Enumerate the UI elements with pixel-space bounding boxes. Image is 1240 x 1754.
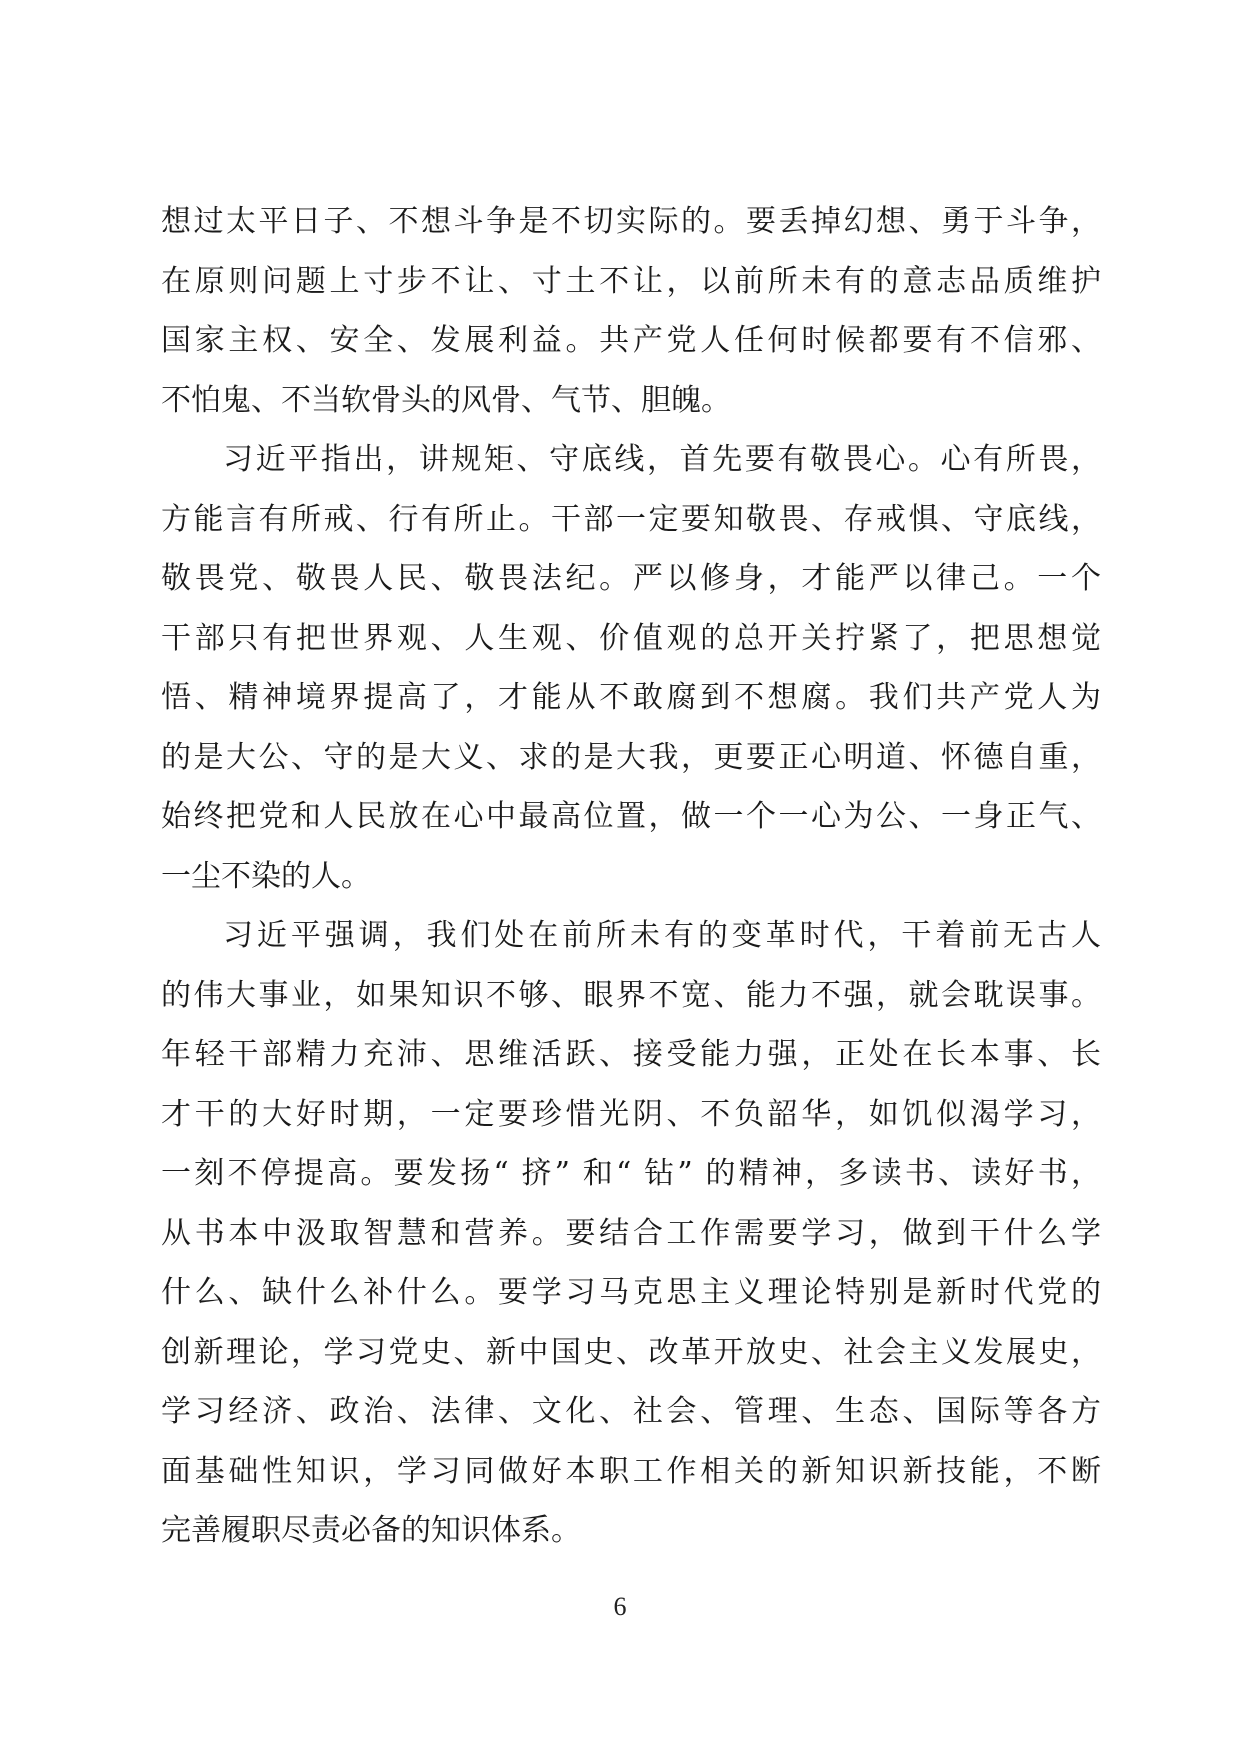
text-line: 国家主权、安全、发展利益。共产党人任何时候都要有不信邪、 [161,323,1101,358]
text-line: 的伟大事业，如果知识不够、眼界不宽、能力不强，就会耽误事。 [161,977,1101,1013]
text-line: 年轻干部精力充沛、思维活跃、接受能力强，正处在长本事、长 [161,1037,1101,1072]
body-text [161,192,1101,1561]
paragraph-first-line: 习近平指出，讲规矩、守底线，首先要有敬畏心。心有所畏， [223,442,1101,477]
text-line: 敬畏党、敬畏人民、敬畏法纪。严以修身，才能严以律己。一个 [161,561,1101,596]
text-line: 一刻不停提高。要发扬“ 挤” 和“ 钻” 的精神，多读书、读好书， [161,1156,1101,1191]
paragraph-first-line: 习近平强调，我们处在前所未有的变革时代，干着前无古人 [223,918,1101,953]
text-line: 才干的大好时期，一定要珍惜光阴、不负韶华，如饥似渴学习， [161,1096,1101,1132]
text-line: 不怕鬼、不当软骨头的风骨、气节、胆魄。 [161,382,731,418]
text-line: 学习经济、政治、法律、文化、社会、管理、生态、国际等各方 [161,1394,1101,1429]
text-line: 面基础性知识，学习同做好本职工作相关的新知识新技能，不断 [161,1453,1101,1489]
text-line: 始终把党和人民放在心中最高位置，做一个一心为公、一身正气、 [161,799,1101,834]
text-line: 悟、精神境界提高了，才能从不敢腐到不想腐。我们共产党人为 [161,680,1101,715]
text-line: 从书本中汲取智慧和营养。要结合工作需要学习，做到干什么学 [161,1215,1101,1251]
text-line: 什么、缺什么补什么。要学习马克思主义理论特别是新时代党的 [161,1275,1101,1310]
text-line: 完善履职尽责必备的知识体系。 [161,1513,581,1548]
text-line: 想过太平日子、不想斗争是不切实际的。要丢掉幻想、勇于斗争， [161,204,1101,239]
text-line: 干部只有把世界观、人生观、价值观的总开关拧紧了，把思想觉 [161,620,1101,656]
page-number: 6 [613,1592,627,1621]
text-line: 方能言有所戒、行有所止。干部一定要知敬畏、存戒惧、守底线， [161,501,1101,537]
text-line: 一尘不染的人。 [161,858,371,894]
text-line: 的是大公、守的是大义、求的是大我，更要正心明道、怀德自重， [161,739,1101,775]
text-line: 创新理论，学习党史、新中国史、改革开放史、社会主义发展史， [161,1334,1101,1370]
text-line: 在原则问题上寸步不让、寸土不让，以前所未有的意志品质维护 [161,263,1101,299]
